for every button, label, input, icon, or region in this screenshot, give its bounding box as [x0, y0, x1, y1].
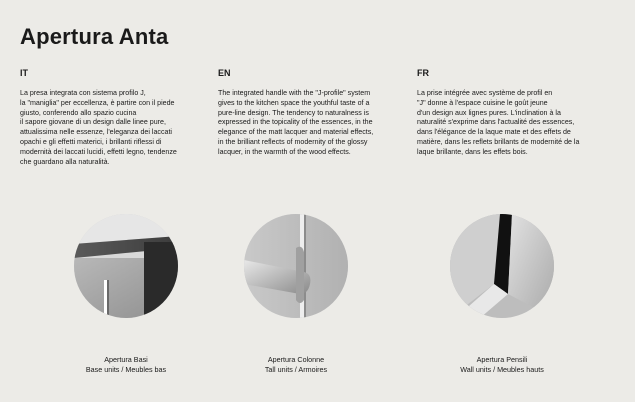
caption-title: Apertura Basi — [104, 355, 148, 364]
column-it — [20, 68, 210, 167]
caption-base-units — [36, 355, 216, 375]
caption-title: Apertura Pensili — [476, 355, 528, 364]
text-it: La presa integrata con sistema profilo J, la "maniglia" per eccellenza, è partire con il piede giusto, conferendo allo spazio cucina il sapore giovane di un design dalle linee pure, attualissima nelle essenze, l'eleganza dei laccati opachi e gli effetti materici, i brillanti riflessi di modernità dei laccati lucidi, effetti legno, tendenze che guardano alla naturalità. — [20, 89, 177, 166]
text-fr: La prise intégrée avec système de profil en "J" donne à l'espace cuisine le goût jeune d'un design aux lignes pures. L'inclination à la naturalité s'exprime dans l'actualité des essences, dans l'élégance de la laque mate et des effets de matière, dans les reflets brillants de modernité de la laque brillante, dans les effets bois. — [417, 89, 580, 156]
photo-base-units — [74, 214, 178, 318]
column-fr — [417, 68, 615, 158]
caption-subtitle: Wall units / Meubles hauts — [460, 365, 544, 374]
page-title: Apertura Anta — [20, 24, 169, 49]
caption-subtitle: Tall units / Armoires — [264, 365, 328, 374]
caption-wall-units — [412, 355, 592, 375]
caption-title: Apertura Colonne — [267, 355, 325, 364]
column-en — [218, 68, 408, 158]
language-code-it: IT — [20, 68, 28, 78]
language-code-fr: FR — [417, 68, 429, 78]
photo-tall-units — [244, 214, 348, 318]
text-en: The integrated handle with the "J-profile" system gives to the kitchen space the youthful taste of a pure-line design. The tendency to naturalness is expressed in the topicality of the essences, in the elegance of the matt lacquer and material effects, in the brilliant reflects of modernity of the glossy lacquer, in the warmth of the wood effects. — [218, 89, 374, 156]
language-code-en: EN — [218, 68, 231, 78]
caption-tall-units — [206, 355, 386, 375]
photo-wall-units — [450, 214, 554, 318]
caption-subtitle: Base units / Meubles bas — [85, 365, 167, 374]
